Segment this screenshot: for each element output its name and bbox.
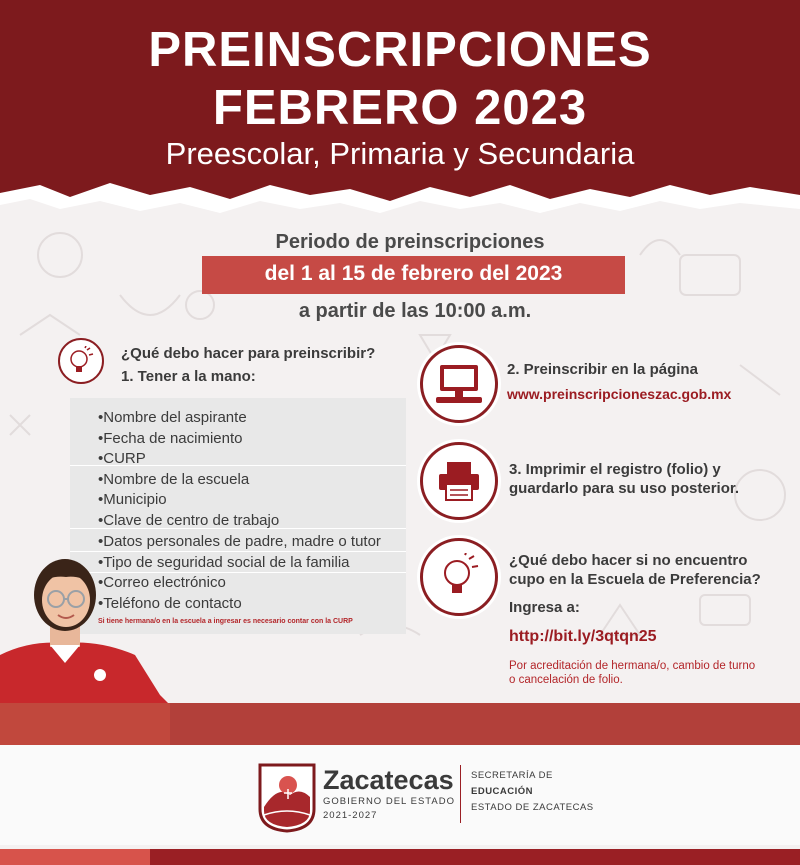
sibling-note: Si tiene hermana/o en la escuela a ingresar es necesario contar con la CURP — [98, 618, 353, 625]
logo-divider — [460, 765, 461, 823]
checklist-item: •Correo electrónico — [98, 574, 226, 591]
step1-title: 1. Tener a la mano: — [121, 368, 256, 385]
bitly-link[interactable]: http://bit.ly/3qtqn25 — [509, 628, 657, 645]
title-line1: PREINSCRIPCIONES — [148, 23, 652, 77]
step4-note — [509, 659, 799, 687]
step3-title-line1: 3. Imprimir el registro (folio) y — [509, 461, 721, 478]
zacatecas-shield-logo — [258, 763, 316, 833]
secretaria-line2: EDUCACIÓN — [471, 786, 534, 797]
title-line2: FEBRERO 2023 — [212, 81, 588, 135]
computer-icon — [436, 363, 482, 405]
checklist-item: •CURP — [98, 450, 146, 467]
step4-icon-circle — [420, 538, 498, 616]
red-band-dark — [170, 703, 800, 745]
checklist-item: •Teléfono de contacto — [98, 595, 242, 612]
step2-icon-circle — [420, 345, 498, 423]
lightbulb-icon — [66, 346, 96, 376]
lightbulb-icon — [437, 553, 481, 601]
step4-ingresa: Ingresa a: — [509, 599, 580, 616]
step3-title-line2: guardarlo para su uso posterior. — [509, 480, 740, 497]
checklist-item: •Municipio — [98, 491, 167, 508]
logo-name: Zacatecas — [323, 765, 454, 795]
step4-note-line2: o cancelación de folio. — [509, 674, 623, 686]
secretaria-line1: SECRETARÍA DE — [471, 770, 553, 781]
step1-question: ¿Qué debo hacer para preinscribir? — [121, 345, 376, 362]
checklist-item: •Nombre de la escuela — [98, 471, 250, 488]
step4-question-line1: ¿Qué debo hacer si no encuentro — [509, 552, 748, 569]
preinscription-url-link[interactable]: www.preinscripcioneszac.gob.mx — [507, 386, 732, 402]
subtitle: Preescolar, Primaria y Secundaria — [165, 136, 635, 171]
step4-note-line1: Por acreditación de hermana/o, cambio de turno — [509, 660, 756, 672]
checklist-item: •Clave de centro de trabajo — [98, 512, 280, 529]
logo-years: 2021-2027 — [323, 810, 378, 821]
date-range: del 1 al 15 de febrero del 2023 — [264, 262, 563, 285]
step4-question-line2: cupo en la Escuela de Preferencia? — [509, 571, 761, 588]
logo-government: GOBIERNO DEL ESTADO — [323, 796, 455, 807]
checklist-item: •Tipo de seguridad social de la familia — [98, 554, 350, 571]
bottom-stripe-accent — [0, 849, 150, 865]
checklist-item: •Datos personales de padre, madre o tutor — [98, 533, 381, 550]
step3-icon-circle — [420, 442, 498, 520]
checklist-item: •Nombre del aspirante — [98, 409, 247, 426]
secretaria-line3: ESTADO DE ZACATECAS — [471, 802, 594, 813]
period-label: Periodo de preinscripciones — [275, 231, 545, 253]
step2-title: 2. Preinscribir en la página — [507, 361, 698, 378]
checklist-item: •Fecha de nacimiento — [98, 430, 243, 447]
printer-icon — [437, 460, 481, 502]
step1-icon-circle — [58, 338, 104, 384]
start-time: a partir de las 10:00 a.m. — [298, 300, 532, 322]
